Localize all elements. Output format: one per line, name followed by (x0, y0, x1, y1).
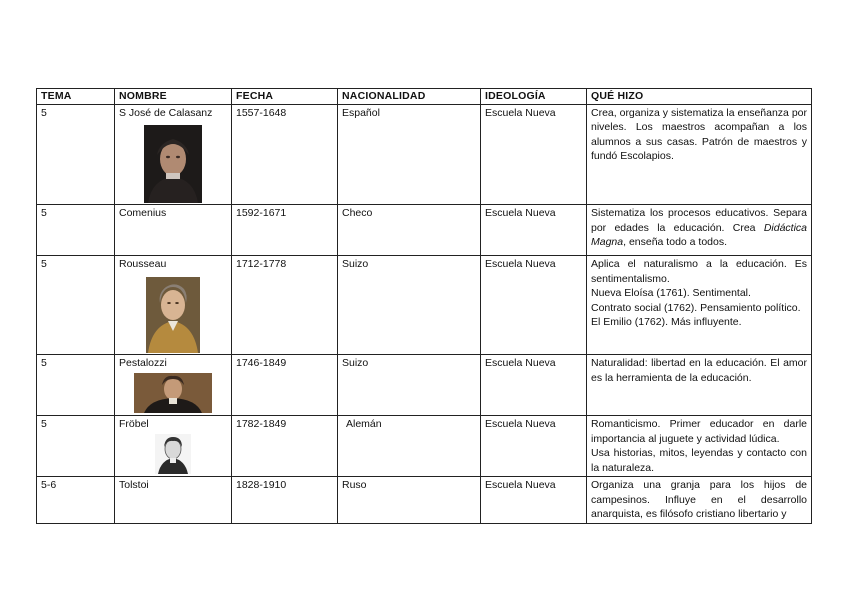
cell-ideologia: Escuela Nueva (481, 477, 587, 524)
cell-nacionalidad: Suizo (338, 256, 481, 355)
portrait-calasanz-image (144, 125, 202, 203)
header-que-hizo: QUÉ HIZO (587, 89, 812, 105)
header-ideologia: IDEOLOGÍA (481, 89, 587, 105)
cell-fecha: 1592-1671 (232, 205, 338, 256)
cell-nacionalidad: Suizo (338, 355, 481, 416)
cell-nombre (115, 256, 232, 355)
name-text: Fröbel (119, 418, 149, 430)
que-hizo-line: Nueva Eloísa (1761). Sentimental. (591, 287, 751, 299)
que-hizo-text: Sistematiza los procesos educativos. Separa por edades la educación. Crea (591, 207, 807, 234)
cell-nacionalidad: Alemán (338, 416, 481, 477)
cell-fecha: 1828-1910 (232, 477, 338, 524)
cell-que-hizo: Naturalidad: libertad en la educación. El amor es la herramienta de la educación. (587, 355, 812, 416)
header-tema: TEMA (37, 89, 115, 105)
cell-ideologia: Escuela Nueva (481, 104, 587, 205)
cell-fecha: 1782-1849 (232, 416, 338, 477)
que-hizo-line: El Emilio (1762). Más influyente. (591, 316, 742, 328)
que-hizo-text-end: , enseña todo a todos. (623, 236, 728, 248)
cell-nombre (115, 104, 232, 205)
cell-que-hizo (587, 205, 812, 256)
header-nombre: NOMBRE (115, 89, 232, 105)
name-text: Pestalozzi (119, 357, 167, 369)
name-text: Rousseau (119, 258, 167, 270)
cell-que-hizo (587, 256, 812, 355)
table-row (37, 416, 812, 477)
cell-nacionalidad: Ruso (338, 477, 481, 524)
header-fecha: FECHA (232, 89, 338, 105)
table-row (37, 477, 812, 524)
header-row (37, 89, 812, 105)
cell-ideologia: Escuela Nueva (481, 355, 587, 416)
cell-tema: 5 (37, 104, 115, 205)
cell-nacionalidad: Español (338, 104, 481, 205)
portrait-pestalozzi-image (134, 373, 212, 413)
que-hizo-line: Romanticismo. Primer educador en darle importancia al juguete y actividad lúdica. (591, 418, 807, 445)
cell-fecha: 1746-1849 (232, 355, 338, 416)
table-row (37, 355, 812, 416)
header-nacionalidad: NACIONALIDAD (338, 89, 481, 105)
cell-nombre (115, 416, 232, 477)
book-title: Didáctica Magna (591, 221, 807, 248)
que-hizo-line: Contrato social (1762). Pensamiento político. (591, 301, 801, 314)
cell-ideologia: Escuela Nueva (481, 256, 587, 355)
cell-ideologia: Escuela Nueva (481, 416, 587, 477)
table-row (37, 205, 812, 256)
table-row (37, 256, 812, 355)
portrait-rousseau-image (146, 277, 200, 353)
educators-table (36, 88, 812, 524)
name-text: S José de Calasanz (119, 106, 213, 119)
cell-que-hizo (587, 416, 812, 477)
cell-fecha: 1712-1778 (232, 256, 338, 355)
portrait-frobel-image (155, 434, 191, 474)
cell-nombre: Comenius (115, 205, 232, 256)
cell-tema: 5 (37, 205, 115, 256)
que-hizo-line: Aplica el naturalismo a la educación. Es sentimentalismo. (591, 258, 807, 285)
cell-tema: 5 (37, 416, 115, 477)
cell-tema: 5-6 (37, 477, 115, 524)
cell-ideologia: Escuela Nueva (481, 205, 587, 256)
cell-que-hizo: Crea, organiza y sistematiza la enseñanza por niveles. Los maestros acompañan a los alumnos a sus casas. Patrón de maestros y fundó Escolapios. (587, 104, 812, 205)
cell-nombre (115, 355, 232, 416)
cell-nacionalidad: Checo (338, 205, 481, 256)
cell-que-hizo: Organiza una granja para los hijos de campesinos. Influye en el desarrollo anarquista, es filósofo cristiano libertario y (587, 477, 812, 524)
cell-fecha: 1557-1648 (232, 104, 338, 205)
que-hizo-line: Usa historias, mitos, leyendas y contacto con la naturaleza. (591, 447, 807, 474)
cell-tema: 5 (37, 355, 115, 416)
cell-tema: 5 (37, 256, 115, 355)
cell-nombre: Tolstoi (115, 477, 232, 524)
table-row (37, 104, 812, 205)
